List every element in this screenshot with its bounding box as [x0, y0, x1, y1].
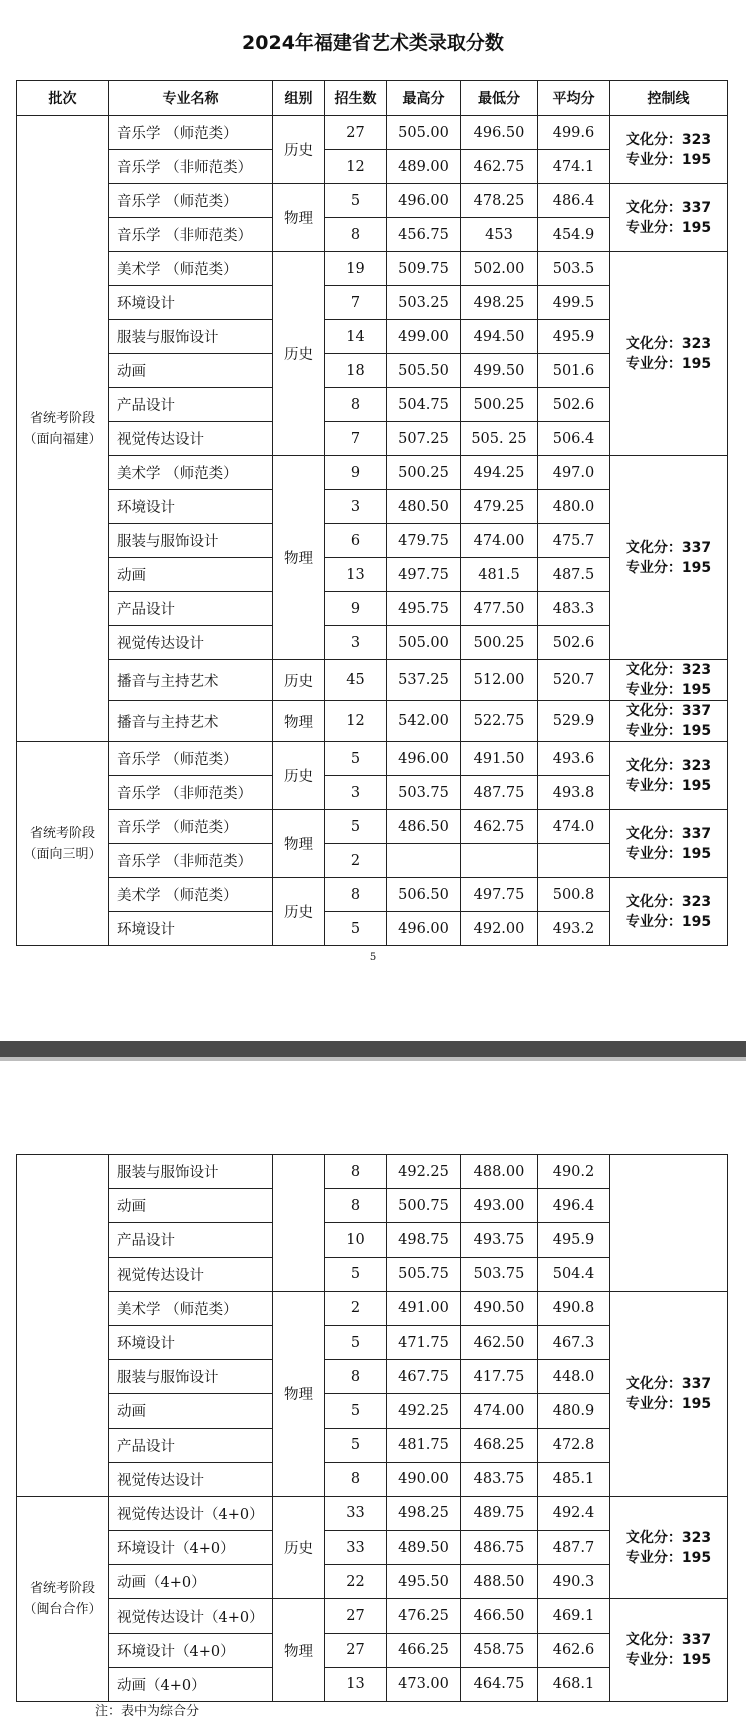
min-score-cell: 466.50: [461, 1599, 538, 1633]
min-score-cell: 494.50: [461, 320, 538, 354]
table-header-row: [17, 81, 728, 116]
min-score-cell: 462.75: [461, 150, 538, 184]
enrollment-cell: 19: [325, 252, 387, 286]
header-group: 组别: [273, 81, 325, 116]
min-score-cell: 500.25: [461, 388, 538, 422]
table-row: [17, 742, 728, 776]
avg-score-cell: 493.6: [538, 742, 610, 776]
table-row: [17, 810, 728, 844]
enrollment-cell: 2: [325, 844, 387, 878]
avg-score-cell: 480.0: [538, 490, 610, 524]
max-score-cell: 467.75: [387, 1360, 461, 1394]
min-score-cell: 496.50: [461, 116, 538, 150]
max-score-cell: 503.75: [387, 776, 461, 810]
max-score-cell: [387, 844, 461, 878]
group-cell: 物理: [273, 701, 325, 742]
avg-score-cell: 469.1: [538, 1599, 610, 1633]
min-score-cell: 487.75: [461, 776, 538, 810]
avg-score-cell: 501.6: [538, 354, 610, 388]
header-avg-score: 平均分: [538, 81, 610, 116]
control-line-cell: 文化分：323 专业分：195: [610, 660, 728, 701]
major-name-cell: 音乐学 （师范类）: [109, 116, 273, 150]
control-line-cell: 文化分：337 专业分：195: [610, 184, 728, 252]
admission-scores-table-page2: [16, 1154, 728, 1702]
min-score-cell: 489.75: [461, 1496, 538, 1530]
batch-cell: [17, 1155, 109, 1497]
major-name-cell: 音乐学 （师范类）: [109, 742, 273, 776]
group-cell: 历史: [273, 742, 325, 810]
avg-score-cell: 495.9: [538, 1223, 610, 1257]
max-score-cell: 486.50: [387, 810, 461, 844]
header-max-score: 最高分: [387, 81, 461, 116]
enrollment-cell: 33: [325, 1531, 387, 1565]
max-score-cell: 456.75: [387, 218, 461, 252]
control-line-cell: 文化分：337 专业分：195: [610, 701, 728, 742]
max-score-cell: 492.25: [387, 1394, 461, 1428]
enrollment-cell: 5: [325, 184, 387, 218]
avg-score-cell: 474.1: [538, 150, 610, 184]
enrollment-cell: 5: [325, 1325, 387, 1359]
avg-score-cell: 462.6: [538, 1633, 610, 1667]
header-major: 专业名称: [109, 81, 273, 116]
major-name-cell: 音乐学 （非师范类）: [109, 218, 273, 252]
min-score-cell: 488.50: [461, 1565, 538, 1599]
max-score-cell: 489.50: [387, 1531, 461, 1565]
enrollment-cell: 13: [325, 1667, 387, 1701]
min-score-cell: 498.25: [461, 286, 538, 320]
table-row: [17, 660, 728, 701]
group-cell: [273, 1155, 325, 1292]
enrollment-cell: 3: [325, 776, 387, 810]
table-row: [17, 252, 728, 286]
max-score-cell: 476.25: [387, 1599, 461, 1633]
major-name-cell: 动画（4+0）: [109, 1667, 273, 1701]
group-cell: 物理: [273, 1291, 325, 1496]
enrollment-cell: 13: [325, 558, 387, 592]
major-name-cell: 美术学 （师范类）: [109, 252, 273, 286]
group-cell: 历史: [273, 252, 325, 456]
enrollment-cell: 22: [325, 1565, 387, 1599]
avg-score-cell: 492.4: [538, 1496, 610, 1530]
enrollment-cell: 3: [325, 626, 387, 660]
document-title: 2024年福建省艺术类录取分数: [242, 32, 504, 54]
max-score-cell: 492.25: [387, 1155, 461, 1189]
min-score-cell: 512.00: [461, 660, 538, 701]
min-score-cell: 417.75: [461, 1360, 538, 1394]
enrollment-cell: 5: [325, 742, 387, 776]
enrollment-cell: 5: [325, 1428, 387, 1462]
min-score-cell: 522.75: [461, 701, 538, 742]
enrollment-cell: 14: [325, 320, 387, 354]
avg-score-cell: 493.8: [538, 776, 610, 810]
enrollment-cell: 7: [325, 286, 387, 320]
major-name-cell: 环境设计（4+0）: [109, 1633, 273, 1667]
table-row: [17, 184, 728, 218]
avg-score-cell: 499.5: [538, 286, 610, 320]
min-score-cell: 503.75: [461, 1257, 538, 1291]
max-score-cell: 479.75: [387, 524, 461, 558]
enrollment-cell: 5: [325, 1257, 387, 1291]
batch-cell: 省统考阶段 （闽台合作）: [17, 1496, 109, 1701]
major-name-cell: 服装与服饰设计: [109, 1155, 273, 1189]
max-score-cell: 500.25: [387, 456, 461, 490]
min-score-cell: 474.00: [461, 524, 538, 558]
header-enrollment: 招生数: [325, 81, 387, 116]
min-score-cell: 477.50: [461, 592, 538, 626]
enrollment-cell: 12: [325, 150, 387, 184]
max-score-cell: 471.75: [387, 1325, 461, 1359]
table-row: [17, 1155, 728, 1189]
max-score-cell: 498.75: [387, 1223, 461, 1257]
group-cell: 物理: [273, 456, 325, 660]
control-line-cell: 文化分：323 专业分：195: [610, 878, 728, 946]
group-cell: 历史: [273, 1496, 325, 1599]
major-name-cell: 视觉传达设计: [109, 1257, 273, 1291]
max-score-cell: 495.50: [387, 1565, 461, 1599]
major-name-cell: 产品设计: [109, 1428, 273, 1462]
min-score-cell: 493.00: [461, 1189, 538, 1223]
max-score-cell: 491.00: [387, 1291, 461, 1325]
group-cell: 物理: [273, 184, 325, 252]
avg-score-cell: 487.5: [538, 558, 610, 592]
avg-score-cell: 475.7: [538, 524, 610, 558]
avg-score-cell: 502.6: [538, 626, 610, 660]
major-name-cell: 音乐学 （非师范类）: [109, 844, 273, 878]
avg-score-cell: 503.5: [538, 252, 610, 286]
max-score-cell: 542.00: [387, 701, 461, 742]
control-line-cell: 文化分：323 专业分：195: [610, 1496, 728, 1599]
major-name-cell: 动画: [109, 558, 273, 592]
enrollment-cell: 8: [325, 1360, 387, 1394]
control-line-cell: [610, 1155, 728, 1292]
group-cell: 历史: [273, 878, 325, 946]
min-score-cell: 502.00: [461, 252, 538, 286]
table-row: [17, 878, 728, 912]
major-name-cell: 视觉传达设计: [109, 1462, 273, 1496]
enrollment-cell: 8: [325, 878, 387, 912]
enrollment-cell: 27: [325, 1599, 387, 1633]
enrollment-cell: 5: [325, 1394, 387, 1428]
control-line-cell: 文化分：323 专业分：195: [610, 252, 728, 456]
avg-score-cell: 467.3: [538, 1325, 610, 1359]
page-number: 5: [369, 952, 377, 963]
major-name-cell: 环境设计: [109, 1325, 273, 1359]
max-score-cell: 499.00: [387, 320, 461, 354]
max-score-cell: 480.50: [387, 490, 461, 524]
min-score-cell: 479.25: [461, 490, 538, 524]
major-name-cell: 视觉传达设计: [109, 422, 273, 456]
avg-score-cell: 472.8: [538, 1428, 610, 1462]
header-batch: 批次: [17, 81, 109, 116]
control-line-cell: 文化分：323 专业分：195: [610, 116, 728, 184]
enrollment-cell: 27: [325, 116, 387, 150]
avg-score-cell: 504.4: [538, 1257, 610, 1291]
min-score-cell: 497.75: [461, 878, 538, 912]
header-min-score: 最低分: [461, 81, 538, 116]
max-score-cell: 505.00: [387, 626, 461, 660]
enrollment-cell: 7: [325, 422, 387, 456]
major-name-cell: 播音与主持艺术: [109, 701, 273, 742]
min-score-cell: 483.75: [461, 1462, 538, 1496]
major-name-cell: 播音与主持艺术: [109, 660, 273, 701]
major-name-cell: 动画: [109, 1189, 273, 1223]
enrollment-cell: 9: [325, 456, 387, 490]
min-score-cell: 500.25: [461, 626, 538, 660]
major-name-cell: 环境设计（4+0）: [109, 1531, 273, 1565]
major-name-cell: 服装与服饰设计: [109, 320, 273, 354]
max-score-cell: 500.75: [387, 1189, 461, 1223]
max-score-cell: 466.25: [387, 1633, 461, 1667]
min-score-cell: 462.50: [461, 1325, 538, 1359]
min-score-cell: 464.75: [461, 1667, 538, 1701]
avg-score-cell: 499.6: [538, 116, 610, 150]
avg-score-cell: 486.4: [538, 184, 610, 218]
major-name-cell: 美术学 （师范类）: [109, 456, 273, 490]
min-score-cell: 481.5: [461, 558, 538, 592]
avg-score-cell: 490.3: [538, 1565, 610, 1599]
page-separator: [0, 1041, 746, 1057]
enrollment-cell: 8: [325, 1189, 387, 1223]
enrollment-cell: 9: [325, 592, 387, 626]
enrollment-cell: 8: [325, 1462, 387, 1496]
avg-score-cell: 506.4: [538, 422, 610, 456]
avg-score-cell: 468.1: [538, 1667, 610, 1701]
max-score-cell: 481.75: [387, 1428, 461, 1462]
major-name-cell: 动画（4+0）: [109, 1565, 273, 1599]
major-name-cell: 产品设计: [109, 592, 273, 626]
avg-score-cell: 529.9: [538, 701, 610, 742]
avg-score-cell: 487.7: [538, 1531, 610, 1565]
major-name-cell: 服装与服饰设计: [109, 1360, 273, 1394]
table-row: [17, 1291, 728, 1325]
batch-cell: 省统考阶段 （面向三明）: [17, 742, 109, 946]
min-score-cell: 492.00: [461, 912, 538, 946]
min-score-cell: 505. 25: [461, 422, 538, 456]
enrollment-cell: 45: [325, 660, 387, 701]
min-score-cell: 458.75: [461, 1633, 538, 1667]
min-score-cell: 491.50: [461, 742, 538, 776]
header-control-line: 控制线: [610, 81, 728, 116]
max-score-cell: 507.25: [387, 422, 461, 456]
max-score-cell: 505.00: [387, 116, 461, 150]
enrollment-cell: 12: [325, 701, 387, 742]
avg-score-cell: 448.0: [538, 1360, 610, 1394]
avg-score-cell: 500.8: [538, 878, 610, 912]
min-score-cell: 494.25: [461, 456, 538, 490]
major-name-cell: 动画: [109, 1394, 273, 1428]
major-name-cell: 美术学 （师范类）: [109, 878, 273, 912]
major-name-cell: 产品设计: [109, 1223, 273, 1257]
control-line-cell: 文化分：337 专业分：195: [610, 456, 728, 660]
max-score-cell: 496.00: [387, 912, 461, 946]
avg-score-cell: 454.9: [538, 218, 610, 252]
enrollment-cell: 10: [325, 1223, 387, 1257]
avg-score-cell: 496.4: [538, 1189, 610, 1223]
avg-score-cell: 520.7: [538, 660, 610, 701]
max-score-cell: 506.50: [387, 878, 461, 912]
avg-score-cell: 483.3: [538, 592, 610, 626]
avg-score-cell: 495.9: [538, 320, 610, 354]
avg-score-cell: 493.2: [538, 912, 610, 946]
max-score-cell: 489.00: [387, 150, 461, 184]
max-score-cell: 509.75: [387, 252, 461, 286]
batch-cell: 省统考阶段 （面向福建）: [17, 116, 109, 742]
min-score-cell: 499.50: [461, 354, 538, 388]
enrollment-cell: 8: [325, 1155, 387, 1189]
control-line-cell: 文化分：337 专业分：195: [610, 810, 728, 878]
major-name-cell: 视觉传达设计（4+0）: [109, 1599, 273, 1633]
enrollment-cell: 5: [325, 810, 387, 844]
max-score-cell: 537.25: [387, 660, 461, 701]
major-name-cell: 美术学 （师范类）: [109, 1291, 273, 1325]
max-score-cell: 473.00: [387, 1667, 461, 1701]
min-score-cell: 478.25: [461, 184, 538, 218]
min-score-cell: 488.00: [461, 1155, 538, 1189]
major-name-cell: 环境设计: [109, 912, 273, 946]
enrollment-cell: 33: [325, 1496, 387, 1530]
table-row: [17, 1496, 728, 1530]
table-row: [17, 116, 728, 150]
min-score-cell: 486.75: [461, 1531, 538, 1565]
max-score-cell: 496.00: [387, 184, 461, 218]
enrollment-cell: 2: [325, 1291, 387, 1325]
avg-score-cell: 474.0: [538, 810, 610, 844]
control-line-cell: 文化分：337 专业分：195: [610, 1291, 728, 1496]
group-cell: 物理: [273, 1599, 325, 1702]
min-score-cell: 490.50: [461, 1291, 538, 1325]
enrollment-cell: 18: [325, 354, 387, 388]
min-score-cell: [461, 844, 538, 878]
max-score-cell: 490.00: [387, 1462, 461, 1496]
major-name-cell: 产品设计: [109, 388, 273, 422]
min-score-cell: 468.25: [461, 1428, 538, 1462]
major-name-cell: 环境设计: [109, 286, 273, 320]
max-score-cell: 503.25: [387, 286, 461, 320]
table-note: 注：表中为综合分: [95, 1704, 200, 1719]
major-name-cell: 音乐学 （非师范类）: [109, 150, 273, 184]
max-score-cell: 504.75: [387, 388, 461, 422]
avg-score-cell: [538, 844, 610, 878]
max-score-cell: 496.00: [387, 742, 461, 776]
min-score-cell: 462.75: [461, 810, 538, 844]
control-line-cell: 文化分：337 专业分：195: [610, 1599, 728, 1702]
enrollment-cell: 27: [325, 1633, 387, 1667]
max-score-cell: 505.75: [387, 1257, 461, 1291]
max-score-cell: 495.75: [387, 592, 461, 626]
major-name-cell: 视觉传达设计: [109, 626, 273, 660]
admission-scores-table-page1: [16, 80, 728, 946]
major-name-cell: 服装与服饰设计: [109, 524, 273, 558]
group-cell: 历史: [273, 660, 325, 701]
table-row: [17, 701, 728, 742]
control-line-cell: 文化分：323 专业分：195: [610, 742, 728, 810]
enrollment-cell: 3: [325, 490, 387, 524]
avg-score-cell: 502.6: [538, 388, 610, 422]
major-name-cell: 音乐学 （非师范类）: [109, 776, 273, 810]
enrollment-cell: 8: [325, 218, 387, 252]
group-cell: 物理: [273, 810, 325, 878]
avg-score-cell: 485.1: [538, 1462, 610, 1496]
enrollment-cell: 5: [325, 912, 387, 946]
major-name-cell: 音乐学 （师范类）: [109, 184, 273, 218]
enrollment-cell: 8: [325, 388, 387, 422]
max-score-cell: 498.25: [387, 1496, 461, 1530]
min-score-cell: 493.75: [461, 1223, 538, 1257]
avg-score-cell: 490.2: [538, 1155, 610, 1189]
table-row: [17, 1599, 728, 1633]
min-score-cell: 453: [461, 218, 538, 252]
max-score-cell: 497.75: [387, 558, 461, 592]
group-cell: 历史: [273, 116, 325, 184]
table-row: [17, 456, 728, 490]
major-name-cell: 视觉传达设计（4+0）: [109, 1496, 273, 1530]
major-name-cell: 动画: [109, 354, 273, 388]
min-score-cell: 474.00: [461, 1394, 538, 1428]
avg-score-cell: 480.9: [538, 1394, 610, 1428]
major-name-cell: 音乐学 （师范类）: [109, 810, 273, 844]
enrollment-cell: 6: [325, 524, 387, 558]
avg-score-cell: 497.0: [538, 456, 610, 490]
max-score-cell: 505.50: [387, 354, 461, 388]
major-name-cell: 环境设计: [109, 490, 273, 524]
avg-score-cell: 490.8: [538, 1291, 610, 1325]
page-separator-shadow: [0, 1057, 746, 1061]
